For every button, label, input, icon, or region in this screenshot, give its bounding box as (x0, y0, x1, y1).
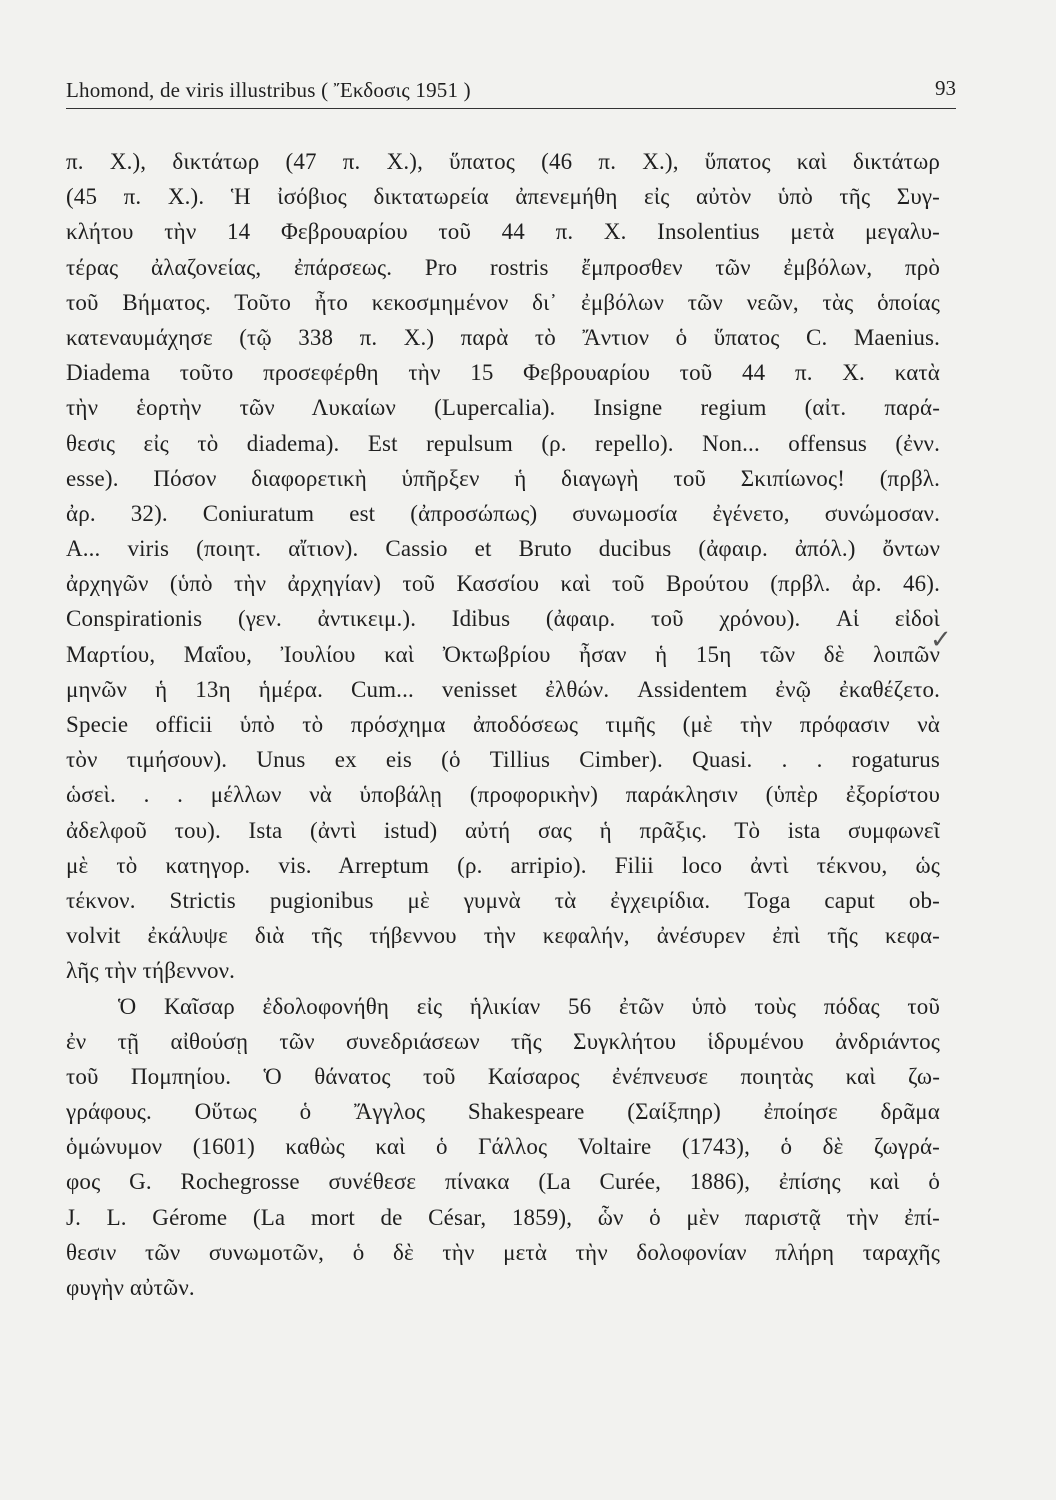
text-line: ἀδελφοῦ του). Ista (ἀντὶ istud) αὐτή σας ἡ πρᾶξις. Τὸ ista συμφωνεῖ (66, 817, 940, 843)
text-line: volvit ἐκάλυψε διὰ τῆς τήβεννου τὴν κεφαλήν, ἀνέσυρεν ἐπὶ τῆς κεφα- (66, 923, 940, 949)
text-line: Μαρτίου, Μαΐου, Ἰουλίου καὶ Ὀκτωβρίου ἦσαν ἡ 15η τῶν δὲ λοιπῶν (66, 641, 940, 667)
commentary-paragraph (66, 144, 940, 989)
text-line: φος G. Rochegrosse συνέθεσε πίνακα (La Curée, 1886), ἐπίσης καὶ ὁ (66, 1169, 940, 1195)
text-line: τὸν τιμήσουν). Unus ex eis (ὁ Tillius Cimber). Quasi. . . rogaturus (66, 747, 940, 773)
text-line: τέκνον. Strictis pugionibus μὲ γυμνὰ τὰ ἐγχειρίδια. Toga caput ob- (66, 887, 940, 913)
page-header (66, 74, 956, 109)
text-line: θεσις εἰς τὸ diadema). Est repulsum (ρ. repello). Non... offensus (ἐνν. (66, 430, 940, 456)
text-line: λῆς τὴν τήβεννον. (66, 958, 236, 984)
text-line: ὁμώνυμον (1601) καθὼς καὶ ὁ Γάλλος Voltaire (1743), ὁ δὲ ζωγρά- (66, 1134, 940, 1160)
text-line: κλήτου τὴν 14 Φεβρουαρίου τοῦ 44 π. Χ. Insolentius μετὰ μεγαλυ- (66, 219, 940, 245)
text-line: A... viris (ποιητ. αἴτιον). Cassio et Bruto ducibus (ἀφαιρ. ἀπόλ.) ὄντων (66, 536, 940, 562)
text-line: (45 π. Χ.). Ἡ ἰσόβιος δικτατωρεία ἀπενεμήθη εἰς αὐτὸν ὑπὸ τῆς Συγ- (66, 184, 940, 210)
text-line: τοῦ Βήματος. Τοῦτο ἦτο κεκοσμημένον δι᾽ ἐμβόλων τῶν νεῶν, τὰς ὁποίας (66, 289, 940, 315)
text-line: μὲ τὸ κατηγορ. vis. Arreptum (ρ. arripio). Filii loco ἀντὶ τέκνου, ὡς (66, 852, 940, 878)
text-line: ὡσεὶ. . . μέλλων νὰ ὑποβάλῃ (προφορικὴν) παράκλησιν (ὑπὲρ ἐξορίστου (66, 782, 940, 808)
text-line: ἐν τῇ αἰθούσῃ τῶν συνεδριάσεων τῆς Συγκλήτου ἱδρυμένου ἀνδριάντος (66, 1028, 940, 1054)
text-line: κατεναυμάχησε (τῷ 338 π. Χ.) παρὰ τὸ Ἄντιον ὁ ὕπατος C. Maenius. (66, 324, 940, 350)
text-line: μηνῶν ἡ 13η ἡμέρα. Cum... venisset ἐλθών. Assidentem ἐνῷ ἐκαθέζετο. (66, 676, 940, 702)
text-line: τὴν ἑορτὴν τῶν Λυκαίων (Lupercalia). Insigne regium (αἰτ. παρά- (66, 395, 940, 421)
running-title: Lhomond, de viris illustribus ( Ἔκδοσις 1951 ) (66, 78, 471, 102)
text-line: φυγὴν αὐτῶν. (66, 1275, 195, 1300)
page-number: 93 (935, 76, 956, 100)
text-line: θεσιν τῶν συνωμοτῶν, ὁ δὲ τὴν μετὰ τὴν δολοφονίαν πλήρη ταραχῆς (66, 1239, 940, 1265)
text-line: τέρας ἀλαζονείας, ἐπάρσεως. Pro rostris ἔμπροσθεν τῶν ἐμβόλων, πρὸ (66, 254, 940, 280)
text-line: J. L. Gérome (La mort de César, 1859), ὧν ὁ μὲν παριστᾷ τὴν ἐπί- (66, 1204, 940, 1230)
margin-mark: ✓ (930, 625, 952, 654)
text-line: ἀρ. 32). Coniuratum est (ἀπροσώπως) συνωμοσία ἐγένετο, συνώμοσαν. (66, 500, 940, 526)
text-line: τοῦ Πομπηίου. Ὁ θάνατος τοῦ Καίσαρος ἐνέπνευσε ποιητὰς καὶ ζω- (66, 1063, 940, 1089)
text-line: Conspirationis (γεν. ἀντικειμ.). Idibus (ἀφαιρ. τοῦ χρόνου). Αἱ εἰδοὶ (66, 606, 940, 632)
text-line: π. Χ.), δικτάτωρ (47 π. Χ.), ὕπατος (46 π. Χ.), ὕπατος καὶ δικτάτωρ (66, 149, 940, 174)
text-line: Ὁ Καῖσαρ ἐδολοφονήθη εἰς ἡλικίαν 56 ἐτῶν ὑπὸ τοὺς πόδας τοῦ (118, 993, 940, 1019)
text-line: γράφους. Οὕτως ὁ Ἄγγλος Shakespeare (Σαίξπηρ) ἐποίησε δρᾶμα (66, 1099, 940, 1125)
text-line: ἀρχηγῶν (ὑπὸ τὴν ἀρχηγίαν) τοῦ Κασσίου καὶ τοῦ Βρούτου (πρβλ. ἀρ. 46). (66, 571, 940, 597)
closing-paragraph (66, 989, 940, 1306)
body-text (66, 144, 940, 1305)
text-line: Specie officii ὑπὸ τὸ πρόσχημα ἀποδόσεως τιμῆς (μὲ τὴν πρόφασιν νὰ (66, 712, 940, 737)
text-line: Diadema τοῦτο προσεφέρθη τὴν 15 Φεβρουαρίου τοῦ 44 π. Χ. κατὰ (66, 360, 940, 386)
text-line: esse). Πόσον διαφορετικὴ ὑπῆρξεν ἡ διαγωγὴ τοῦ Σκιπίωνος! (πρβλ. (66, 465, 940, 491)
